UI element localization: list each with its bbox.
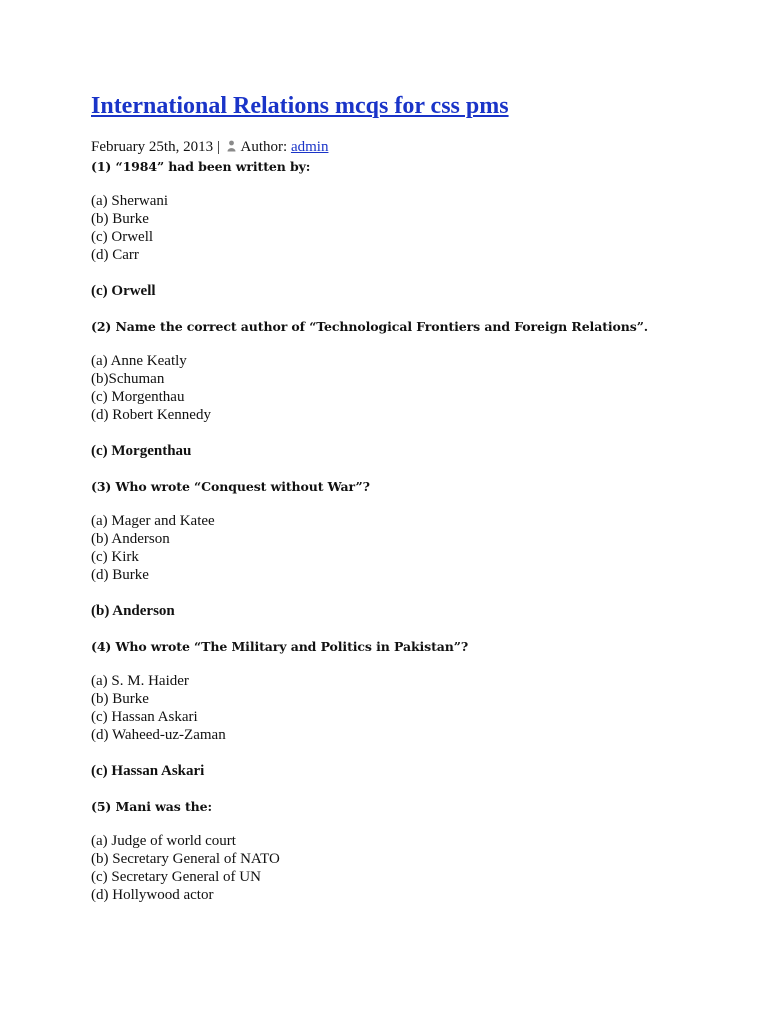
question-text: (2) Name the correct author of “Technological Frontiers and Foreign Relations”. [91,319,649,334]
option-item: (c) Orwell [91,229,154,245]
option-item: (c) Morgenthau [91,389,185,405]
option-list [91,512,751,584]
answer-text: (b) Anderson [91,603,175,619]
option-item: (a) Sherwani [91,193,169,209]
question-text: (3) Who wrote “Conquest without War”? [91,479,370,494]
option-item: (a) Judge of world court [91,833,236,849]
question-block [91,478,751,620]
question-text: (4) Who wrote “The Military and Politics in Pakistan”? [91,639,469,654]
meta-separator: | [216,139,220,155]
question-block [91,158,751,300]
option-item: (b) Burke [91,211,149,227]
option-item: (d) Burke [91,567,149,583]
question-text: (5) Mani was the: [91,799,212,814]
option-item: (a) S. M. Haider [91,673,189,689]
option-item: (b)Schuman [91,371,165,387]
question-block [91,638,751,780]
user-icon [227,140,236,152]
option-item: (d) Robert Kennedy [91,407,211,423]
option-item: (d) Waheed-uz-Zaman [91,727,226,743]
author-link[interactable]: admin [290,139,329,155]
post-date: February 25th, 2013 [91,139,214,155]
question-text: (1) “1984” had been written by: [91,159,311,174]
option-item: (c) Hassan Askari [91,709,198,725]
option-list [91,352,751,424]
option-item: (c) Secretary General of UN [91,869,261,885]
option-item: (c) Kirk [91,549,139,565]
question-list [91,158,751,904]
article-meta [91,138,328,157]
answer-text: (c) Orwell [91,283,156,299]
option-item: (d) Carr [91,247,139,263]
question-block [91,798,751,904]
option-item: (d) Hollywood actor [91,887,214,903]
option-list [91,192,751,264]
question-block [91,318,751,460]
option-item: (a) Mager and Katee [91,513,215,529]
option-item: (b) Burke [91,691,149,707]
option-item: (a) Anne Keatly [91,353,187,369]
article-title-link[interactable]: International Relations mcqs for css pms [91,93,509,119]
option-item: (b) Anderson [91,531,170,547]
option-list [91,672,751,744]
answer-text: (c) Morgenthau [91,443,192,459]
option-list [91,832,751,904]
option-item: (b) Secretary General of NATO [91,851,280,867]
answer-text: (c) Hassan Askari [91,763,205,779]
author-label: Author: [240,139,288,155]
